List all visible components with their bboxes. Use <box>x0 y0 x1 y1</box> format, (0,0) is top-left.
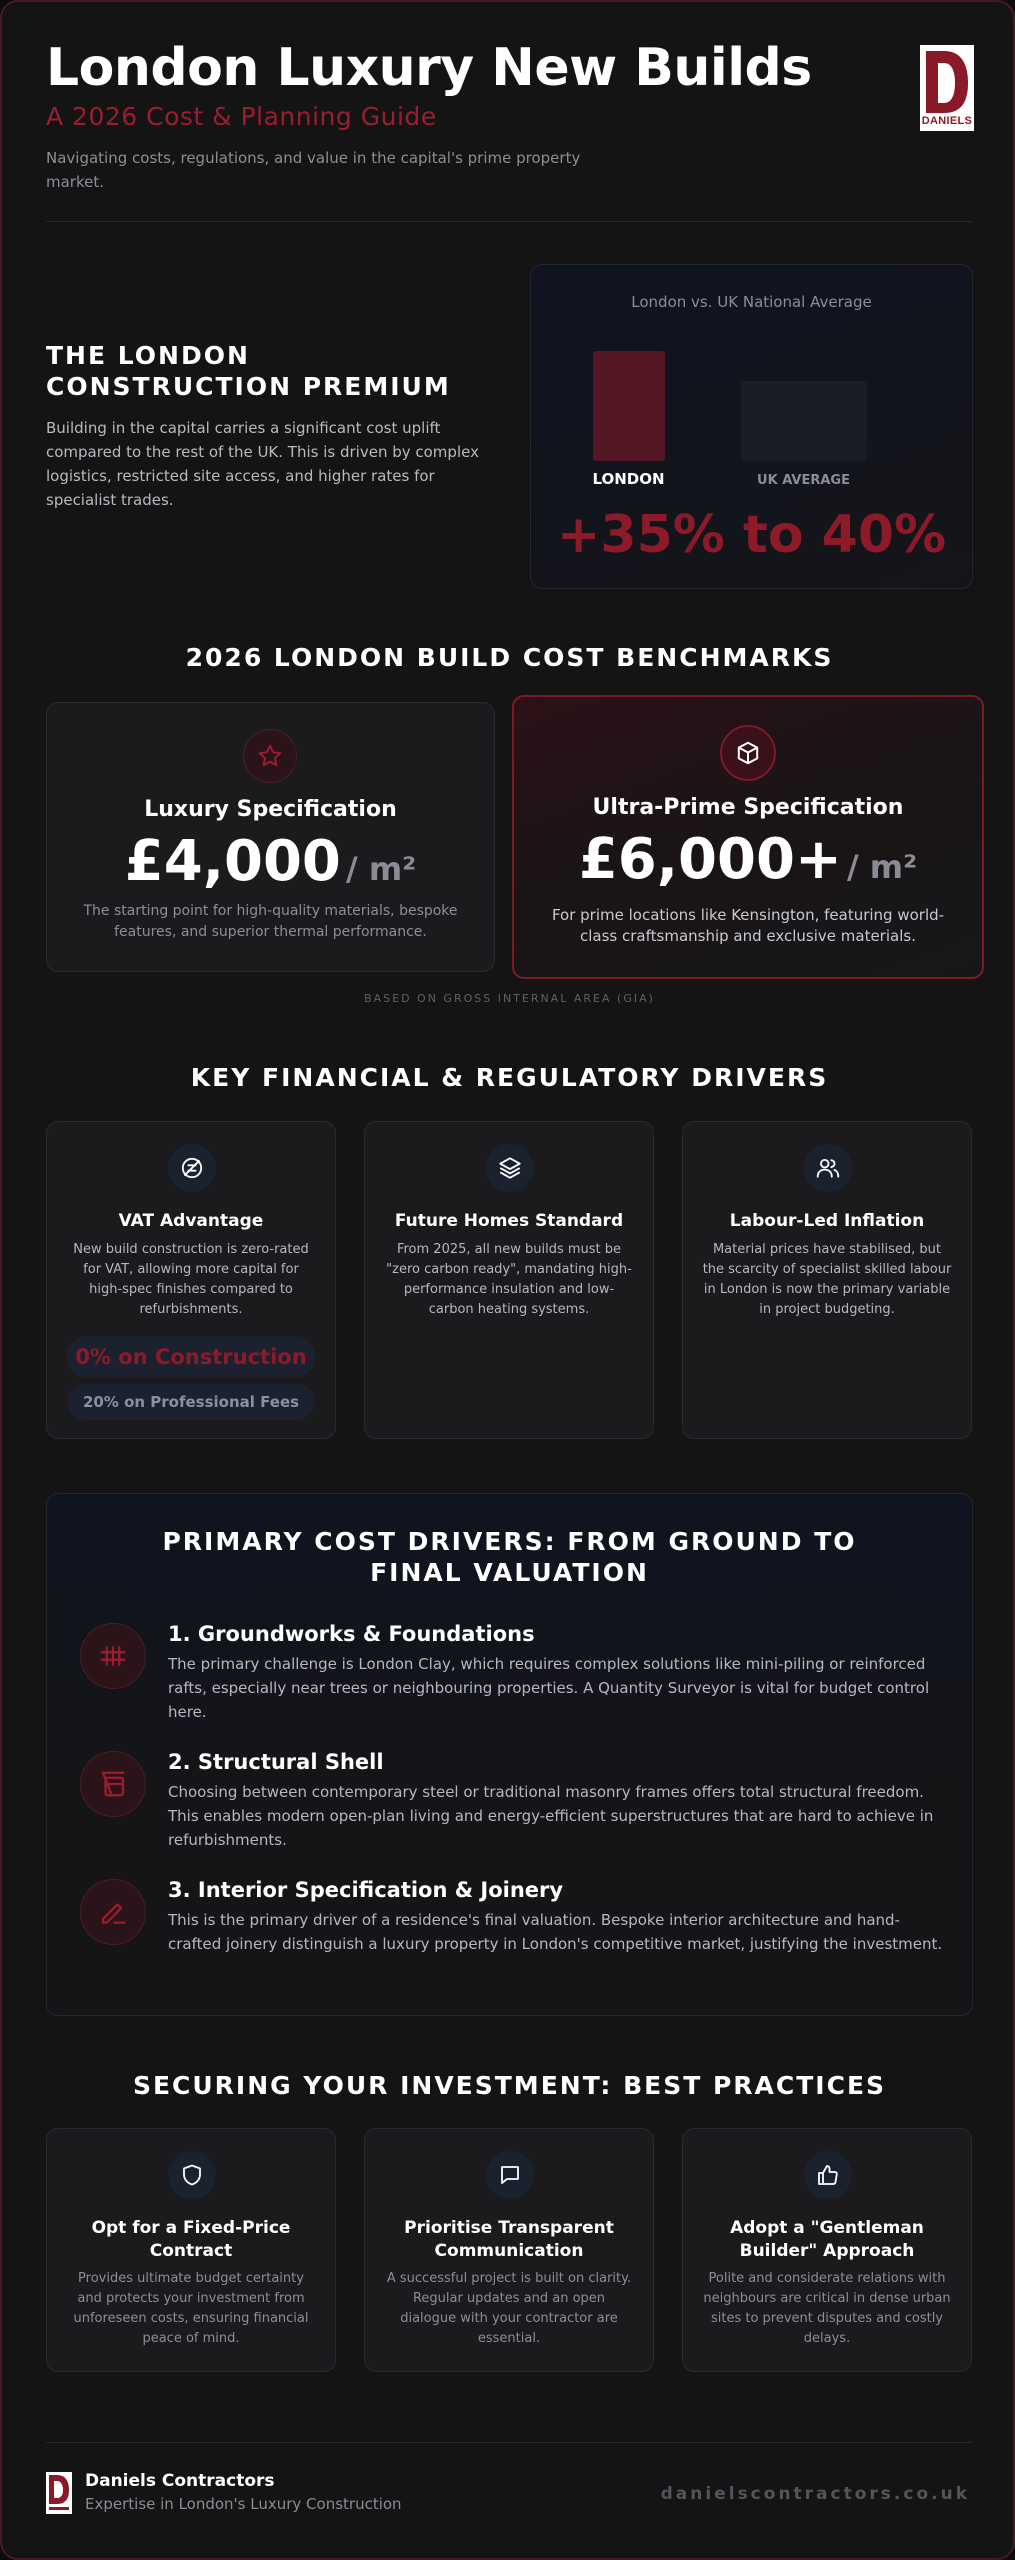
header-divider <box>46 221 973 222</box>
premium-chart-card <box>530 264 973 589</box>
practice-title: Prioritise Transparent Communication <box>404 2218 614 2261</box>
benchmark-price-value: £4,000 <box>124 829 341 894</box>
benchmark-price <box>47 829 494 894</box>
page-title: London Luxury New Builds <box>46 38 812 98</box>
step-title: 2. Structural Shell <box>168 1750 384 1774</box>
bar-label-london: LONDON <box>592 470 665 488</box>
benchmarks-footnote: BASED ON GROSS INTERNAL AREA (GIA) <box>364 992 655 1005</box>
benchmarks-title: 2026 LONDON BUILD COST BENCHMARKS <box>185 643 834 672</box>
step-title: 3. Interior Specification & Joinery <box>168 1878 564 1902</box>
footer-divider <box>46 2442 973 2443</box>
chat-icon <box>486 2151 534 2199</box>
benchmark-desc: The starting point for high-quality materials, bespoke features, and superior thermal performance. <box>83 903 458 940</box>
foundation-icon <box>80 1623 146 1689</box>
practices-title: SECURING YOUR INVESTMENT: BEST PRACTICES <box>132 2071 887 2100</box>
footer-logo <box>46 2472 72 2514</box>
benchmark-name: Luxury Specification <box>144 797 397 822</box>
driver-desc: From 2025, all new builds must be "zero carbon ready", mandating high-performance insulation and low-carbon heating systems. <box>386 1242 632 1317</box>
vat-fees-badge: 20% on Professional Fees <box>67 1384 315 1420</box>
chart-bar-london <box>593 351 665 461</box>
coins-icon <box>168 1144 216 1192</box>
practice-card-fixed-price <box>46 2128 336 2372</box>
premium-title: THE LONDON CONSTRUCTION PREMIUM <box>46 341 451 401</box>
footer-website-link[interactable]: danielscontractors.co.uk <box>660 2484 970 2504</box>
driver-title: Future Homes Standard <box>394 1211 624 1231</box>
benchmark-price-unit: / m² <box>346 850 417 888</box>
primary-title: PRIMARY COST DRIVERS: FROM GROUND TO FINAL VALUATION <box>162 1527 857 1587</box>
practice-desc: A successful project is built on clarity. Regular updates and an open dialogue with your contractor are essential. <box>386 2271 632 2346</box>
footer-logo-mark-icon <box>46 2472 72 2514</box>
step-desc: This is the primary driver of a residence's final valuation. Bespoke interior architecture and hand-crafted joinery distinguish a luxury property in London's competitive market, justifying the investment. <box>168 1911 943 1953</box>
star-icon <box>243 729 297 783</box>
driver-card-future-homes <box>364 1121 654 1439</box>
layers-icon <box>486 1144 534 1192</box>
users-icon <box>804 1144 852 1192</box>
premium-body: Building in the capital carries a significant cost uplift compared to the rest of the UK. This is driven by complex logistics, restricted site access, and higher rates for specialist trades. <box>46 419 479 509</box>
thumbs-up-icon <box>804 2151 852 2199</box>
practice-title: Opt for a Fixed-Price Contract <box>91 2218 291 2261</box>
practice-card-communication <box>364 2128 654 2372</box>
practice-title: Adopt a "Gentleman Builder" Approach <box>730 2218 924 2261</box>
footer-tagline: Expertise in London's Luxury Construction <box>85 2495 402 2513</box>
driver-desc: New build construction is zero-rated for VAT, allowing more capital for high-spec finishes compared to refurbishments. <box>73 1242 309 1317</box>
daniels-logo <box>920 45 974 131</box>
footer-company-name: Daniels Contractors <box>85 2471 275 2491</box>
driver-card-vat <box>46 1121 336 1439</box>
benchmark-card-ultra-prime <box>512 695 984 979</box>
intro-text: Navigating costs, regulations, and value in the capital's prime property market. <box>46 149 581 191</box>
step-desc: Choosing between contemporary steel or traditional masonry frames offers total structural freedom. This enables modern open-plan living and energy-efficient superstructures that are hard to achieve in refurbishments. <box>168 1783 934 1849</box>
logo-wordmark: DANIELS <box>921 115 973 127</box>
driver-desc: Material prices have stabilised, but the scarcity of specialist skilled labour in London is now the primary variable in project budgeting. <box>702 1242 952 1317</box>
driver-card-labour <box>682 1121 972 1439</box>
cube-icon <box>720 725 776 781</box>
benchmark-name: Ultra-Prime Specification <box>592 795 904 820</box>
chart-bar-uk-average <box>741 381 867 461</box>
benchmark-card-luxury <box>46 702 495 972</box>
benchmark-price-unit: / m² <box>846 848 918 886</box>
page-subtitle: A 2026 Cost & Planning Guide <box>46 102 437 131</box>
step-title: 1. Groundworks & Foundations <box>168 1622 535 1646</box>
driver-title: Labour-Led Inflation <box>729 1211 925 1231</box>
benchmark-price <box>514 827 982 892</box>
premium-percentage: +35% to 40% <box>556 505 947 565</box>
frame-icon <box>80 1751 146 1817</box>
drivers-title: KEY FINANCIAL & REGULATORY DRIVERS <box>190 1063 829 1092</box>
step-desc: The primary challenge is London Clay, which requires complex solutions like mini-piling or reinforced rafts, especially near trees or neighbouring properties. A Quantity Surveyor is vital for budget control here. <box>168 1655 930 1721</box>
vat-construction-badge: 0% on Construction <box>67 1336 315 1378</box>
driver-title: VAT Advantage <box>118 1211 264 1231</box>
benchmark-desc: For prime locations like Kensington, featuring world-class craftsmanship and exclusive materials. <box>551 906 945 945</box>
chart-title: London vs. UK National Average <box>631 293 872 311</box>
practice-desc: Provides ultimate budget certainty and protects your investment from unforeseen costs, ensuring financial peace of mind. <box>73 2271 309 2346</box>
primary-cost-drivers-card <box>46 1493 973 2016</box>
benchmark-price-value: £6,000+ <box>578 827 842 892</box>
practice-card-gentleman-builder <box>682 2128 972 2372</box>
shield-icon <box>168 2151 216 2199</box>
pen-icon <box>80 1879 146 1945</box>
bar-label-uk-average: UK AVERAGE <box>757 473 850 488</box>
practice-desc: Polite and considerate relations with neighbours are critical in dense urban sites to prevent disputes and costly delays. <box>703 2271 951 2346</box>
